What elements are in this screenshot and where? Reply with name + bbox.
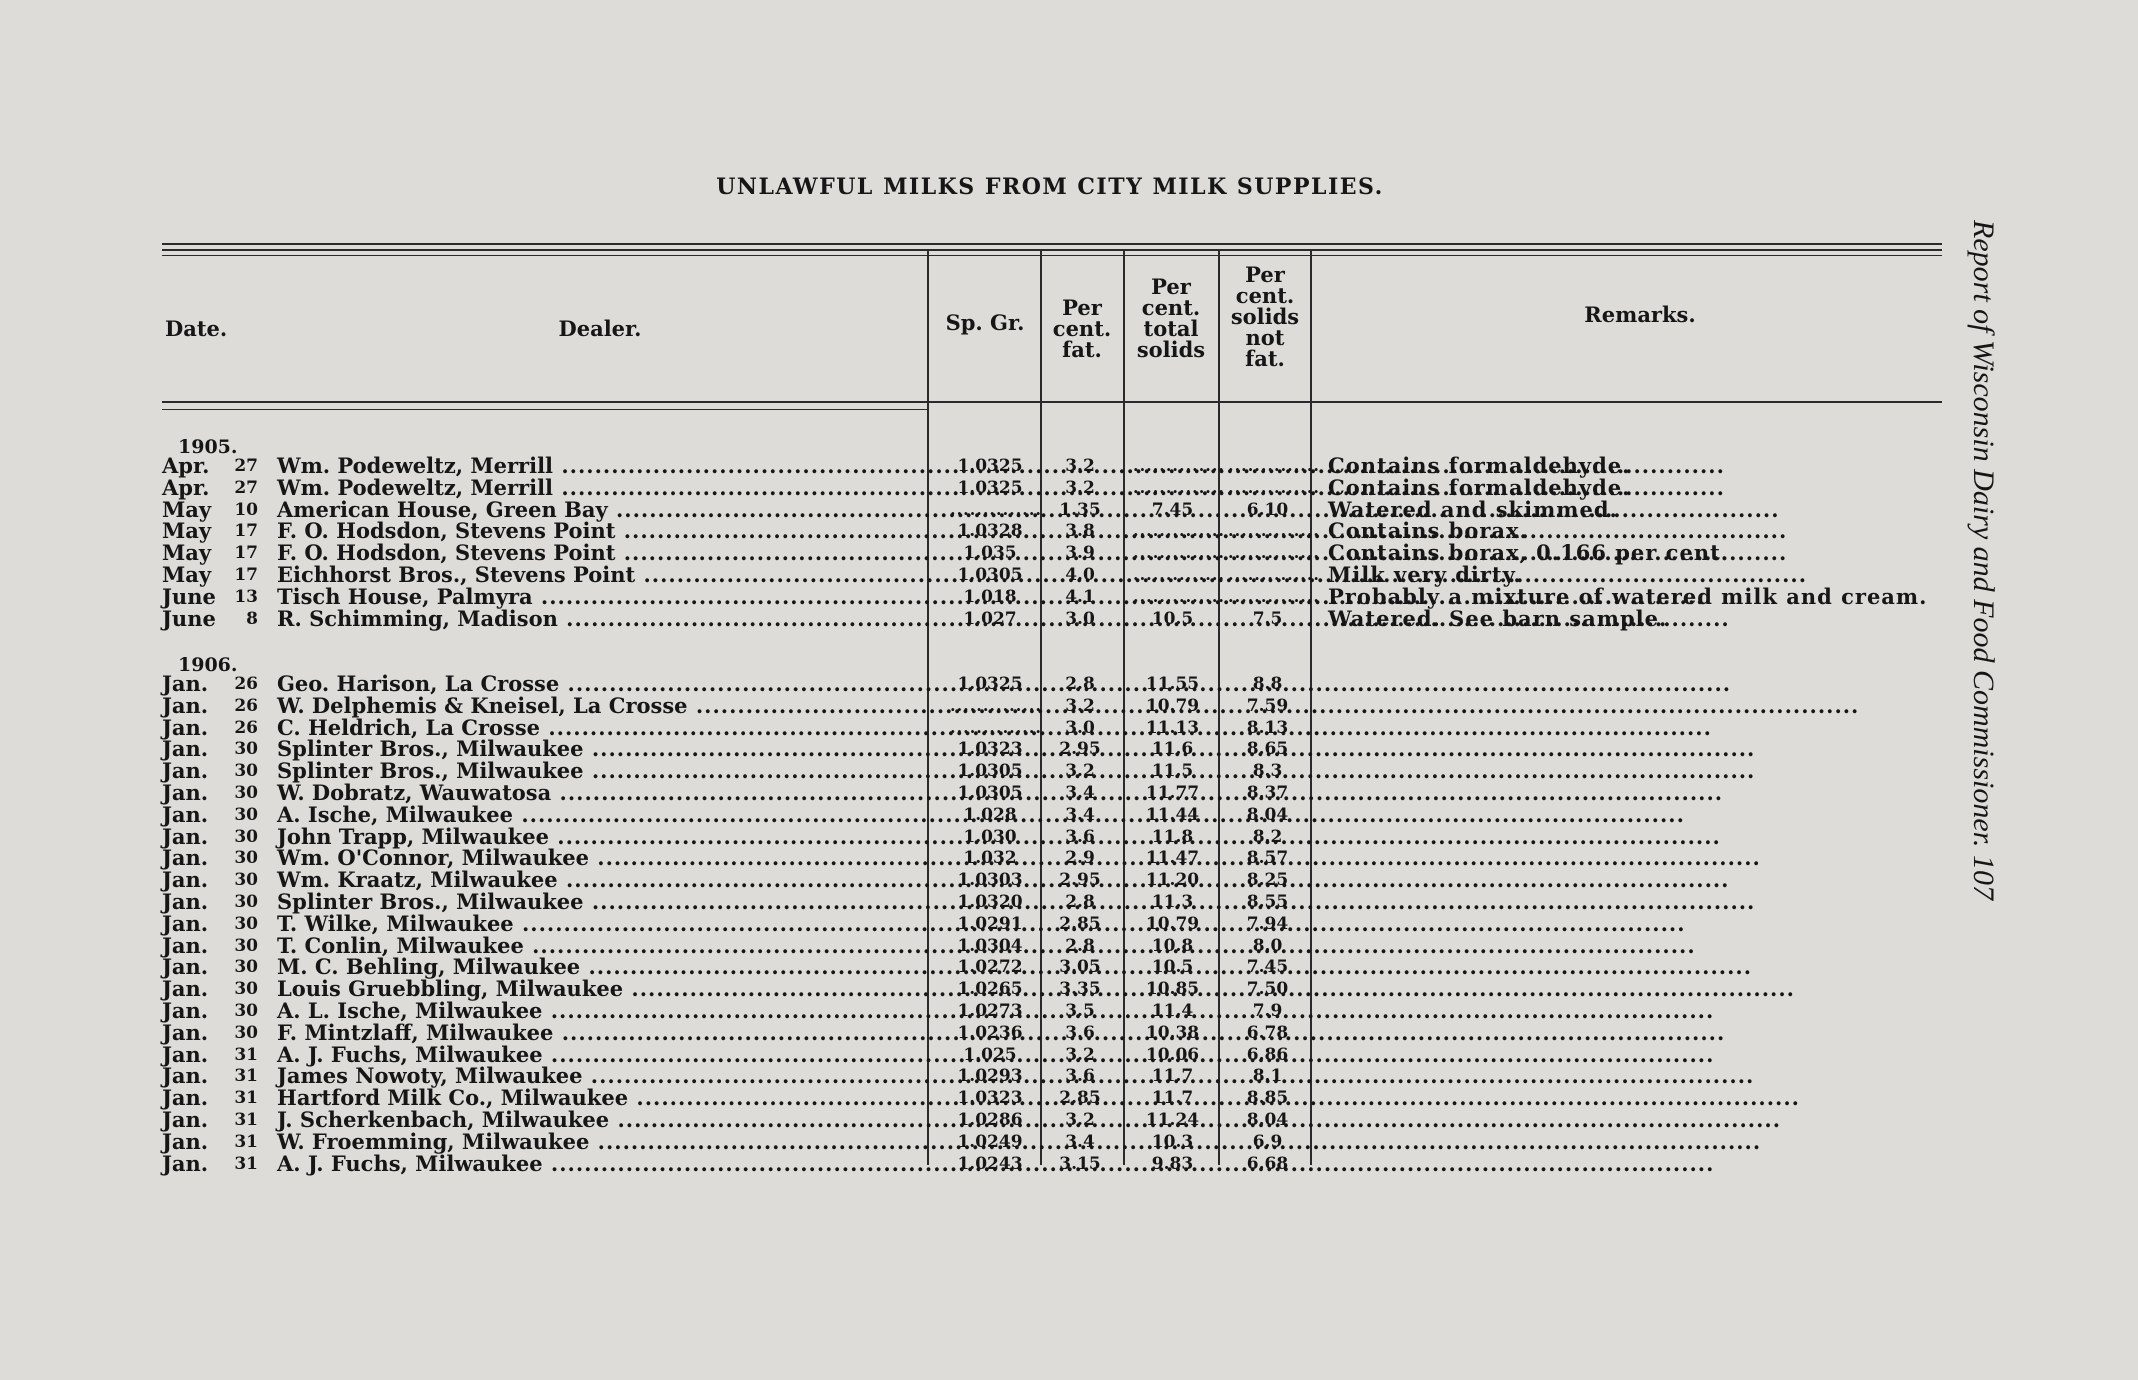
remarks: Milk very dirty. bbox=[1328, 562, 1522, 587]
date-month: Apr. bbox=[162, 453, 210, 478]
specific-gravity: 1.0325 bbox=[957, 456, 1023, 476]
date-day: 17 bbox=[234, 521, 258, 541]
percent-solids-not-fat: 8.65 bbox=[1246, 739, 1289, 759]
date-month: Jan. bbox=[162, 715, 209, 740]
percent-total-solids: 10.5 bbox=[1151, 609, 1194, 629]
date-month: Apr. bbox=[162, 475, 210, 500]
dealer-name: Geo. Harison, La Crosse ..... bbox=[277, 673, 922, 695]
percent-fat: 3.4 bbox=[1065, 1132, 1095, 1152]
table-row bbox=[0, 564, 2138, 586]
percent-total-solids: 10.3 bbox=[1151, 1132, 1194, 1152]
date-month: Jan. bbox=[162, 976, 209, 1001]
percent-total-solids: 11.8 bbox=[1151, 827, 1194, 847]
date-month: Jan. bbox=[162, 780, 209, 805]
date-day: 10 bbox=[234, 500, 258, 520]
table-row bbox=[0, 673, 2138, 695]
specific-gravity: 1.0305 bbox=[957, 783, 1023, 803]
table-row bbox=[0, 804, 2138, 826]
percent-fat: 2.8 bbox=[1065, 892, 1095, 912]
percent-solids-not-fat: 7.9 bbox=[1252, 1001, 1283, 1021]
empty-cell-dots: .............. bbox=[1228, 456, 1320, 475]
date-day: 30 bbox=[234, 1023, 258, 1043]
percent-solids-not-fat: 8.25 bbox=[1246, 870, 1289, 890]
running-header: Report of Wisconsin Dairy and Food Commissioner. 107 bbox=[1967, 220, 2000, 900]
date-month: May bbox=[162, 562, 212, 587]
date-day: 27 bbox=[234, 456, 258, 476]
date-day: 30 bbox=[234, 870, 258, 890]
percent-total-solids: 11.5 bbox=[1151, 761, 1194, 781]
date-day: 30 bbox=[234, 1001, 258, 1021]
percent-fat: 2.8 bbox=[1065, 936, 1095, 956]
percent-solids-not-fat: 8.13 bbox=[1246, 718, 1289, 738]
year-label: 1905. bbox=[178, 436, 238, 458]
dealer-name: Eichhorst Bros., Stevens Point ..... bbox=[277, 564, 922, 586]
dealer-name: James Nowoty, Milwaukee ..... bbox=[277, 1065, 922, 1087]
dealer-name: T. Conlin, Milwaukee ..... bbox=[277, 935, 922, 957]
empty-cell-dots: .............. bbox=[1133, 587, 1225, 606]
empty-cell-dots: .............. bbox=[950, 718, 1042, 737]
date-month: Jan. bbox=[162, 889, 209, 914]
percent-fat: 3.0 bbox=[1065, 609, 1095, 629]
dealer-name: A. L. Ische, Milwaukee ..... bbox=[277, 1000, 922, 1022]
remarks: Contains formaldehyde. bbox=[1328, 475, 1631, 500]
percent-fat: 3.2 bbox=[1065, 1110, 1095, 1130]
date-day: 31 bbox=[234, 1066, 258, 1086]
remarks: Probably a mixture of watered milk and cream. bbox=[1328, 584, 1928, 609]
date-day: 30 bbox=[234, 979, 258, 999]
date-day: 31 bbox=[234, 1045, 258, 1065]
date-day: 31 bbox=[234, 1110, 258, 1130]
top-rule bbox=[162, 255, 1942, 256]
date-day: 30 bbox=[234, 761, 258, 781]
specific-gravity: 1.027 bbox=[963, 609, 1017, 629]
percent-solids-not-fat: 8.04 bbox=[1246, 1110, 1289, 1130]
percent-solids-not-fat: 8.85 bbox=[1246, 1088, 1289, 1108]
dealer-name: T. Wilke, Milwaukee ..... bbox=[277, 913, 922, 935]
date-day: 30 bbox=[234, 914, 258, 934]
dealer-name: Splinter Bros., Milwaukee ..... bbox=[277, 738, 922, 760]
percent-total-solids: 11.24 bbox=[1145, 1110, 1200, 1130]
dealer-name: W. Froemming, Milwaukee ..... bbox=[277, 1131, 922, 1153]
dealer-name: Splinter Bros., Milwaukee ..... bbox=[277, 760, 922, 782]
date-day: 8 bbox=[246, 609, 258, 629]
specific-gravity: 1.0243 bbox=[957, 1154, 1023, 1174]
empty-cell-dots: .............. bbox=[1133, 565, 1225, 584]
percent-fat: 3.4 bbox=[1065, 783, 1095, 803]
year-label: 1906. bbox=[178, 654, 238, 676]
date-month: June bbox=[162, 584, 216, 609]
date-month: Jan. bbox=[162, 911, 209, 936]
percent-total-solids: 10.8 bbox=[1151, 936, 1194, 956]
table-row bbox=[0, 1000, 2138, 1022]
percent-fat: 3.6 bbox=[1065, 1023, 1095, 1043]
dealer-name: A. Ische, Milwaukee ..... bbox=[277, 804, 922, 826]
percent-total-solids: 11.47 bbox=[1145, 848, 1200, 868]
specific-gravity: 1.0328 bbox=[957, 521, 1023, 541]
specific-gravity: 1.0236 bbox=[957, 1023, 1023, 1043]
header-date: Date. bbox=[165, 316, 228, 341]
empty-cell-dots: .............. bbox=[1228, 543, 1320, 562]
table-row bbox=[0, 542, 2138, 564]
date-month: Jan. bbox=[162, 824, 209, 849]
top-rule bbox=[162, 249, 1942, 251]
dealer-name: C. Heldrich, La Crosse ..... bbox=[277, 717, 922, 739]
specific-gravity: 1.0305 bbox=[957, 761, 1023, 781]
percent-fat: 3.2 bbox=[1065, 1045, 1095, 1065]
percent-fat: 3.2 bbox=[1065, 696, 1095, 716]
percent-total-solids: 10.85 bbox=[1145, 979, 1200, 999]
percent-fat: 1.35 bbox=[1059, 500, 1101, 520]
date-month: June bbox=[162, 606, 216, 631]
table-row bbox=[0, 869, 2138, 891]
date-day: 27 bbox=[234, 478, 258, 498]
table-row bbox=[0, 608, 2138, 630]
dealer-name: W. Delphemis & Kneisel, La Crosse ..... bbox=[277, 695, 922, 717]
date-month: Jan. bbox=[162, 867, 209, 892]
date-day: 30 bbox=[234, 957, 258, 977]
date-day: 31 bbox=[234, 1132, 258, 1152]
percent-fat: 3.0 bbox=[1065, 718, 1095, 738]
specific-gravity: 1.0272 bbox=[957, 957, 1023, 977]
date-month: Jan. bbox=[162, 1107, 209, 1132]
date-day: 30 bbox=[234, 936, 258, 956]
empty-cell-dots: .............. bbox=[950, 696, 1042, 715]
page-title: UNLAWFUL MILKS FROM CITY MILK SUPPLIES. bbox=[716, 174, 1384, 200]
percent-total-solids: 10.79 bbox=[1145, 914, 1200, 934]
specific-gravity: 1.0291 bbox=[957, 914, 1023, 934]
percent-solids-not-fat: 8.04 bbox=[1246, 805, 1289, 825]
dealer-name: F. Mintzlaff, Milwaukee ..... bbox=[277, 1022, 922, 1044]
header-dealer: Dealer. bbox=[558, 316, 642, 341]
specific-gravity: 1.0249 bbox=[957, 1132, 1023, 1152]
percent-fat: 2.8 bbox=[1065, 674, 1095, 694]
header-remarks: Remarks. bbox=[1584, 302, 1696, 327]
percent-solids-not-fat: 7.5 bbox=[1252, 609, 1283, 629]
percent-solids-not-fat: 7.50 bbox=[1246, 979, 1289, 999]
table-row bbox=[0, 1087, 2138, 1109]
date-day: 30 bbox=[234, 783, 258, 803]
specific-gravity: 1.0323 bbox=[957, 739, 1023, 759]
date-day: 30 bbox=[234, 892, 258, 912]
specific-gravity: 1.0293 bbox=[957, 1066, 1023, 1086]
date-month: Jan. bbox=[162, 1085, 209, 1110]
table-row bbox=[0, 760, 2138, 782]
date-month: Jan. bbox=[162, 758, 209, 783]
date-day: 26 bbox=[234, 696, 258, 716]
empty-cell-dots: .............. bbox=[1228, 521, 1320, 540]
percent-fat: 2.85 bbox=[1059, 1088, 1101, 1108]
date-month: Jan. bbox=[162, 1129, 209, 1154]
table-row bbox=[0, 477, 2138, 499]
dealer-name: Wm. Kraatz, Milwaukee ..... bbox=[277, 869, 922, 891]
table-row bbox=[0, 695, 2138, 717]
percent-fat: 3.6 bbox=[1065, 827, 1095, 847]
specific-gravity: 1.0323 bbox=[957, 1088, 1023, 1108]
header-rule bbox=[162, 401, 1942, 403]
percent-total-solids: 9.83 bbox=[1151, 1154, 1194, 1174]
percent-total-solids: 10.38 bbox=[1145, 1023, 1200, 1043]
percent-solids-not-fat: 8.1 bbox=[1252, 1066, 1283, 1086]
specific-gravity: 1.0265 bbox=[957, 979, 1023, 999]
date-month: Jan. bbox=[162, 954, 209, 979]
dealer-name: John Trapp, Milwaukee ..... bbox=[277, 826, 922, 848]
table-row bbox=[0, 1131, 2138, 1153]
table-row bbox=[0, 1109, 2138, 1131]
date-month: Jan. bbox=[162, 1020, 209, 1045]
percent-solids-not-fat: 7.45 bbox=[1246, 957, 1289, 977]
percent-total-solids: 11.3 bbox=[1151, 892, 1194, 912]
specific-gravity: 1.025 bbox=[963, 1045, 1017, 1065]
percent-fat: 3.05 bbox=[1059, 957, 1101, 977]
dealer-name: J. Scherkenbach, Milwaukee ..... bbox=[277, 1109, 922, 1131]
percent-fat: 4.1 bbox=[1065, 587, 1095, 607]
table-row bbox=[0, 1022, 2138, 1044]
date-month: Jan. bbox=[162, 998, 209, 1023]
empty-cell-dots: .............. bbox=[1228, 478, 1320, 497]
percent-fat: 2.85 bbox=[1059, 914, 1101, 934]
date-month: Jan. bbox=[162, 845, 209, 870]
dealer-name: Tisch House, Palmyra ..... bbox=[277, 586, 922, 608]
dealer-name: R. Schimming, Madison ..... bbox=[277, 608, 922, 630]
date-month: Jan. bbox=[162, 736, 209, 761]
empty-cell-dots: .............. bbox=[1133, 478, 1225, 497]
percent-total-solids: 7.45 bbox=[1151, 500, 1194, 520]
header-fat: Per cent. fat. bbox=[1052, 295, 1112, 362]
percent-fat: 3.5 bbox=[1065, 1001, 1095, 1021]
percent-solids-not-fat: 6.9 bbox=[1252, 1132, 1283, 1152]
header-sp-gr: Sp. Gr. bbox=[945, 310, 1025, 335]
percent-solids-not-fat: 8.0 bbox=[1252, 936, 1283, 956]
percent-total-solids: 10.79 bbox=[1145, 696, 1200, 716]
date-day: 17 bbox=[234, 565, 258, 585]
percent-fat: 3.2 bbox=[1065, 456, 1095, 476]
percent-total-solids: 11.13 bbox=[1145, 718, 1200, 738]
empty-cell-dots: .............. bbox=[1133, 456, 1225, 475]
specific-gravity: 1.018 bbox=[963, 587, 1017, 607]
specific-gravity: 1.0305 bbox=[957, 565, 1023, 585]
percent-fat: 3.4 bbox=[1065, 805, 1095, 825]
percent-fat: 3.2 bbox=[1065, 761, 1095, 781]
empty-cell-dots: .............. bbox=[1133, 543, 1225, 562]
date-day: 26 bbox=[234, 718, 258, 738]
table-row bbox=[0, 956, 2138, 978]
top-rule bbox=[162, 243, 1942, 245]
percent-solids-not-fat: 6.68 bbox=[1246, 1154, 1289, 1174]
table-row bbox=[0, 1153, 2138, 1175]
date-day: 30 bbox=[234, 805, 258, 825]
specific-gravity: 1.0325 bbox=[957, 478, 1023, 498]
remarks: Contains borax, 0.166 per cent. bbox=[1328, 540, 1730, 565]
dealer-name: F. O. Hodsdon, Stevens Point ..... bbox=[277, 520, 922, 542]
percent-solids-not-fat: 8.37 bbox=[1246, 783, 1289, 803]
specific-gravity: 1.0273 bbox=[957, 1001, 1023, 1021]
percent-total-solids: 10.06 bbox=[1145, 1045, 1200, 1065]
table-row bbox=[0, 782, 2138, 804]
date-month: May bbox=[162, 540, 212, 565]
dealer-name: Wm. O'Connor, Milwaukee ..... bbox=[277, 847, 922, 869]
date-month: Jan. bbox=[162, 1063, 209, 1088]
percent-total-solids: 10.5 bbox=[1151, 957, 1194, 977]
remarks: Contains borax. bbox=[1328, 518, 1528, 543]
dealer-name: Wm. Podeweltz, Merrill ..... bbox=[277, 455, 922, 477]
percent-fat: 3.8 bbox=[1065, 521, 1095, 541]
percent-solids-not-fat: 6.86 bbox=[1246, 1045, 1289, 1065]
percent-solids-not-fat: 8.2 bbox=[1252, 827, 1283, 847]
percent-solids-not-fat: 8.3 bbox=[1252, 761, 1283, 781]
specific-gravity: 1.0303 bbox=[957, 870, 1023, 890]
date-day: 31 bbox=[234, 1088, 258, 1108]
table-row bbox=[0, 520, 2138, 542]
date-month: May bbox=[162, 497, 212, 522]
date-month: May bbox=[162, 518, 212, 543]
remarks: Contains formaldehyde. bbox=[1328, 453, 1631, 478]
specific-gravity: 1.035 bbox=[963, 543, 1017, 563]
specific-gravity: 1.032 bbox=[963, 848, 1017, 868]
date-month: Jan. bbox=[162, 1042, 209, 1067]
dealer-name: American House, Green Bay ..... bbox=[277, 499, 922, 521]
percent-solids-not-fat: 6.10 bbox=[1246, 500, 1289, 520]
dealer-name: M. C. Behling, Milwaukee ..... bbox=[277, 956, 922, 978]
table-row bbox=[0, 847, 2138, 869]
empty-cell-dots: .............. bbox=[1133, 521, 1225, 540]
percent-total-solids: 11.6 bbox=[1151, 739, 1194, 759]
percent-solids-not-fat: 7.59 bbox=[1246, 696, 1289, 716]
table-row bbox=[0, 913, 2138, 935]
date-month: Jan. bbox=[162, 671, 209, 696]
specific-gravity: 1.0304 bbox=[957, 936, 1023, 956]
percent-fat: 3.9 bbox=[1065, 543, 1095, 563]
dealer-name: F. O. Hodsdon, Stevens Point ..... bbox=[277, 542, 922, 564]
date-day: 30 bbox=[234, 848, 258, 868]
percent-total-solids: 11.20 bbox=[1145, 870, 1200, 890]
dealer-name: Splinter Bros., Milwaukee ..... bbox=[277, 891, 922, 913]
percent-total-solids: 11.44 bbox=[1145, 805, 1200, 825]
dealer-name: Hartford Milk Co., Milwaukee ..... bbox=[277, 1087, 922, 1109]
percent-fat: 3.15 bbox=[1059, 1154, 1101, 1174]
date-month: Jan. bbox=[162, 933, 209, 958]
specific-gravity: 1.0320 bbox=[957, 892, 1023, 912]
percent-fat: 2.95 bbox=[1059, 739, 1101, 759]
table-row bbox=[0, 1065, 2138, 1087]
percent-fat: 3.2 bbox=[1065, 478, 1095, 498]
percent-total-solids: 11.4 bbox=[1151, 1001, 1194, 1021]
date-day: 13 bbox=[234, 587, 258, 607]
percent-fat: 4.0 bbox=[1065, 565, 1095, 585]
specific-gravity: 1.030 bbox=[963, 827, 1017, 847]
percent-solids-not-fat: 8.55 bbox=[1246, 892, 1289, 912]
percent-solids-not-fat: 6.78 bbox=[1246, 1023, 1289, 1043]
percent-solids-not-fat: 8.57 bbox=[1246, 848, 1289, 868]
specific-gravity: 1.0325 bbox=[957, 674, 1023, 694]
percent-total-solids: 11.7 bbox=[1151, 1088, 1194, 1108]
percent-fat: 3.35 bbox=[1059, 979, 1101, 999]
dealer-name: A. J. Fuchs, Milwaukee ..... bbox=[277, 1153, 922, 1175]
specific-gravity: 1.028 bbox=[963, 805, 1017, 825]
percent-solids-not-fat: 7.94 bbox=[1246, 914, 1289, 934]
empty-cell-dots: .............. bbox=[1228, 587, 1320, 606]
date-day: 30 bbox=[234, 739, 258, 759]
table-row bbox=[0, 586, 2138, 608]
header-solids-not-fat: Per cent. solids not fat. bbox=[1230, 262, 1300, 371]
dealer-name: Louis Gruebbling, Milwaukee ..... bbox=[277, 978, 922, 1000]
percent-fat: 2.95 bbox=[1059, 870, 1101, 890]
table-row bbox=[0, 455, 2138, 477]
table-row bbox=[0, 738, 2138, 760]
table-row bbox=[0, 978, 2138, 1000]
dealer-name: A. J. Fuchs, Milwaukee ..... bbox=[277, 1044, 922, 1066]
remarks: Watered. See barn sample. bbox=[1328, 606, 1668, 631]
date-month: Jan. bbox=[162, 1151, 209, 1176]
remarks: Watered and skimmed. bbox=[1328, 497, 1618, 522]
date-month: Jan. bbox=[162, 802, 209, 827]
empty-cell-dots: .............. bbox=[1228, 565, 1320, 584]
date-month: Jan. bbox=[162, 693, 209, 718]
table-row bbox=[0, 891, 2138, 913]
date-day: 31 bbox=[234, 1154, 258, 1174]
date-day: 30 bbox=[234, 827, 258, 847]
percent-total-solids: 11.77 bbox=[1145, 783, 1200, 803]
percent-fat: 2.9 bbox=[1065, 848, 1095, 868]
percent-fat: 3.6 bbox=[1065, 1066, 1095, 1086]
date-day: 26 bbox=[234, 674, 258, 694]
header-rule bbox=[162, 409, 927, 410]
empty-cell-dots: .............. bbox=[950, 500, 1042, 519]
specific-gravity: 1.0286 bbox=[957, 1110, 1023, 1130]
date-day: 17 bbox=[234, 543, 258, 563]
percent-solids-not-fat: 8.8 bbox=[1252, 674, 1283, 694]
dealer-name: W. Dobratz, Wauwatosa ..... bbox=[277, 782, 922, 804]
percent-total-solids: 11.55 bbox=[1145, 674, 1200, 694]
dealer-name: Wm. Podeweltz, Merrill ..... bbox=[277, 477, 922, 499]
percent-total-solids: 11.7 bbox=[1151, 1066, 1194, 1086]
header-total-solids: Per cent. total solids bbox=[1136, 274, 1206, 362]
